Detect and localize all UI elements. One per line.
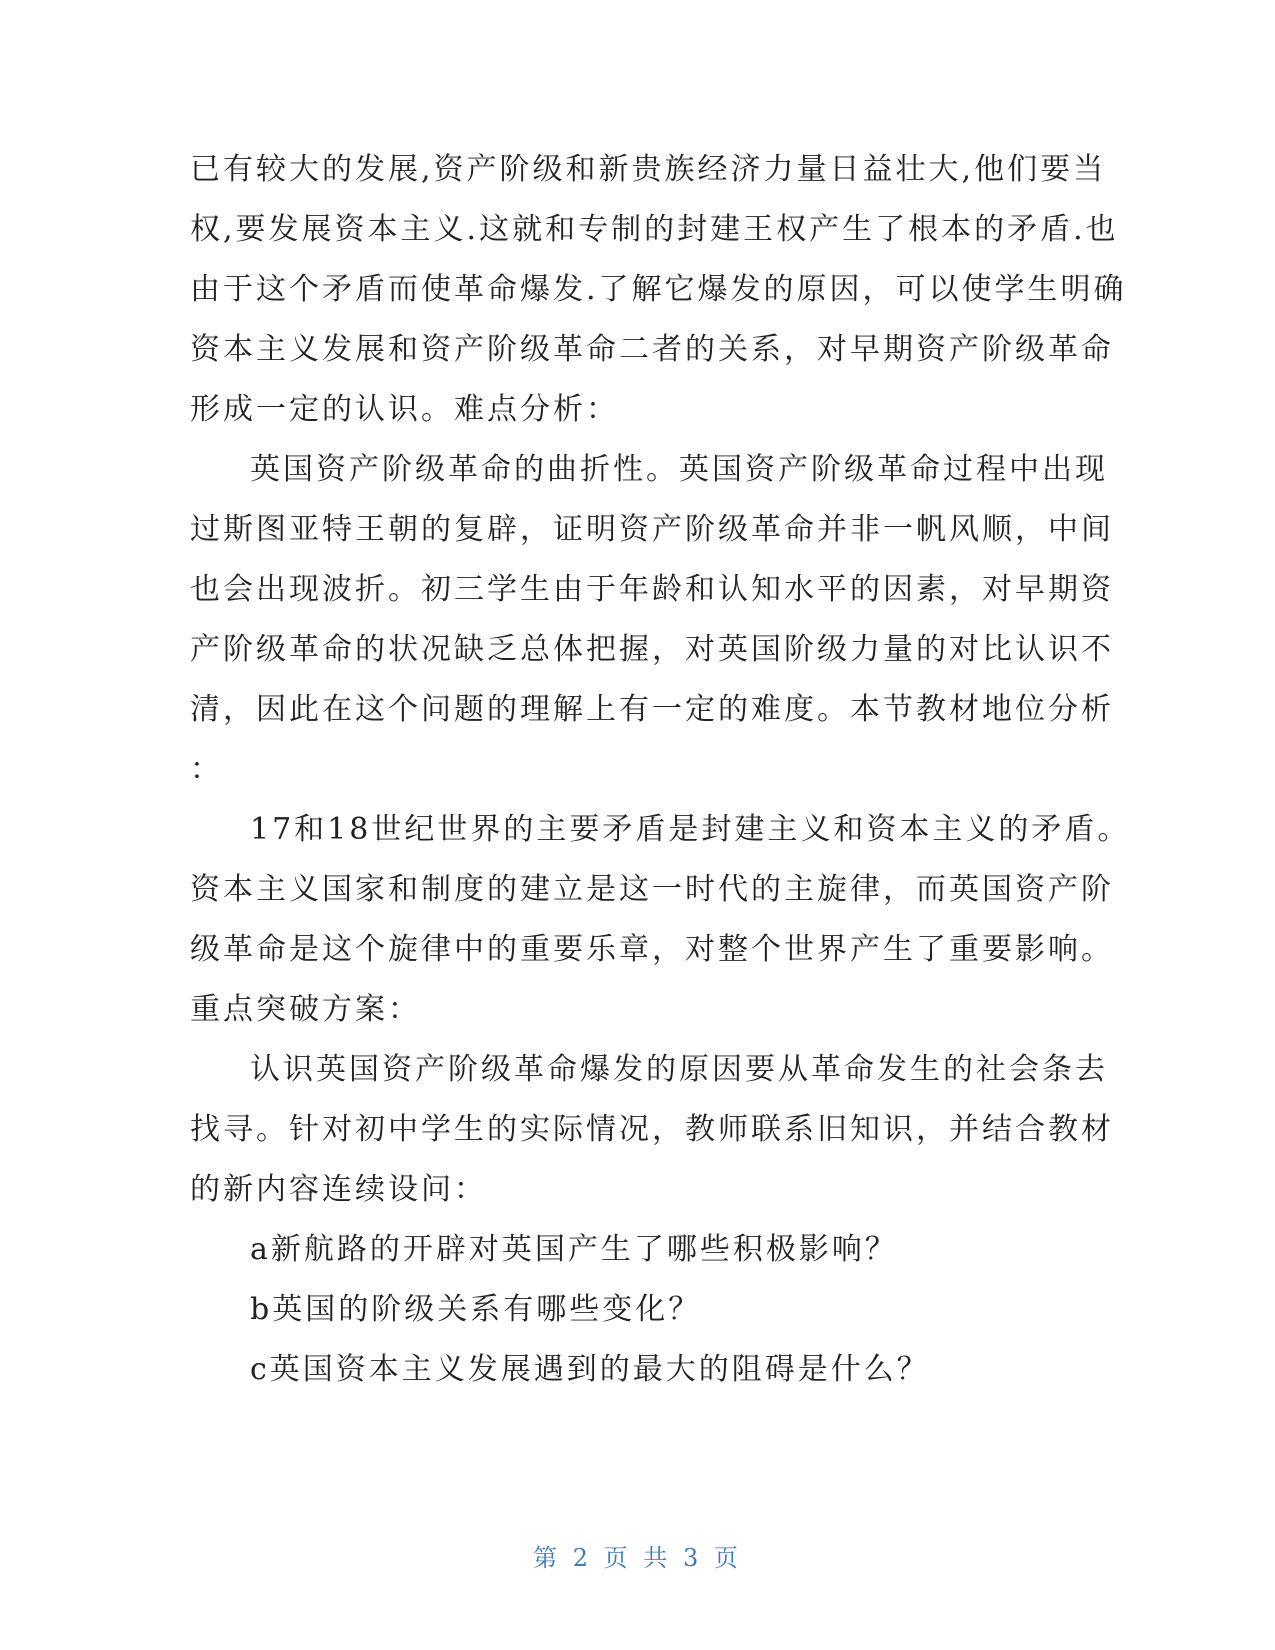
list-item: a新航路的开辟对英国产生了哪些积极影响？ xyxy=(250,1232,898,1267)
text-line: 过斯图亚特王朝的复辟，证明资产阶级革命并非一帆风顺，中间 xyxy=(190,512,1114,547)
list-item: b英国的阶级关系有哪些变化？ xyxy=(250,1292,702,1327)
text-line: ： xyxy=(190,752,223,787)
text-line: 清，因此在这个问题的理解上有一定的难度。本节教材地位分析 xyxy=(190,692,1114,727)
text-line: 找寻。针对初中学生的实际情况，教师联系旧知识，并结合教材 xyxy=(190,1112,1114,1147)
page-number-footer: 第 2 页 共 3 页 xyxy=(533,1544,742,1572)
text-line: 重点突破方案： xyxy=(190,992,421,1027)
text-line: 17和18世纪世界的主要矛盾是封建主义和资本主义的矛盾。 xyxy=(250,812,1131,847)
text-line: 资本主义国家和制度的建立是这一时代的主旋律，而英国资产阶 xyxy=(190,872,1114,907)
text-line: 也会出现波折。初三学生由于年龄和认知水平的因素，对早期资 xyxy=(190,572,1114,607)
text-line: 产阶级革命的状况缺乏总体把握，对英国阶级力量的对比认识不 xyxy=(190,632,1114,667)
text-line: 权,要发展资本主义.这就和专制的封建王权产生了根本的矛盾.也 xyxy=(190,212,1119,247)
text-line: 的新内容连续设问： xyxy=(190,1172,487,1207)
text-line: 级革命是这个旋律中的重要乐章，对整个世界产生了重要影响。 xyxy=(190,932,1114,967)
list-item: c英国资本主义发展遇到的最大的阻碍是什么？ xyxy=(250,1352,930,1387)
document-body xyxy=(190,140,1131,1400)
text-line: 已有较大的发展,资产阶级和新贵族经济力量日益壮大,他们要当 xyxy=(190,152,1107,187)
text-line: 由于这个矛盾而使革命爆发.了解它爆发的原因，可以使学生明确 xyxy=(190,272,1127,307)
text-line: 资本主义发展和资产阶级革命二者的关系，对早期资产阶级革命 xyxy=(190,332,1114,367)
text-line: 认识英国资产阶级革命爆发的原因要从革命发生的社会条去 xyxy=(250,1052,1108,1087)
text-line: 英国资产阶级革命的曲折性。英国资产阶级革命过程中出现 xyxy=(250,452,1108,487)
text-line: 形成一定的认识。难点分析： xyxy=(190,392,619,427)
